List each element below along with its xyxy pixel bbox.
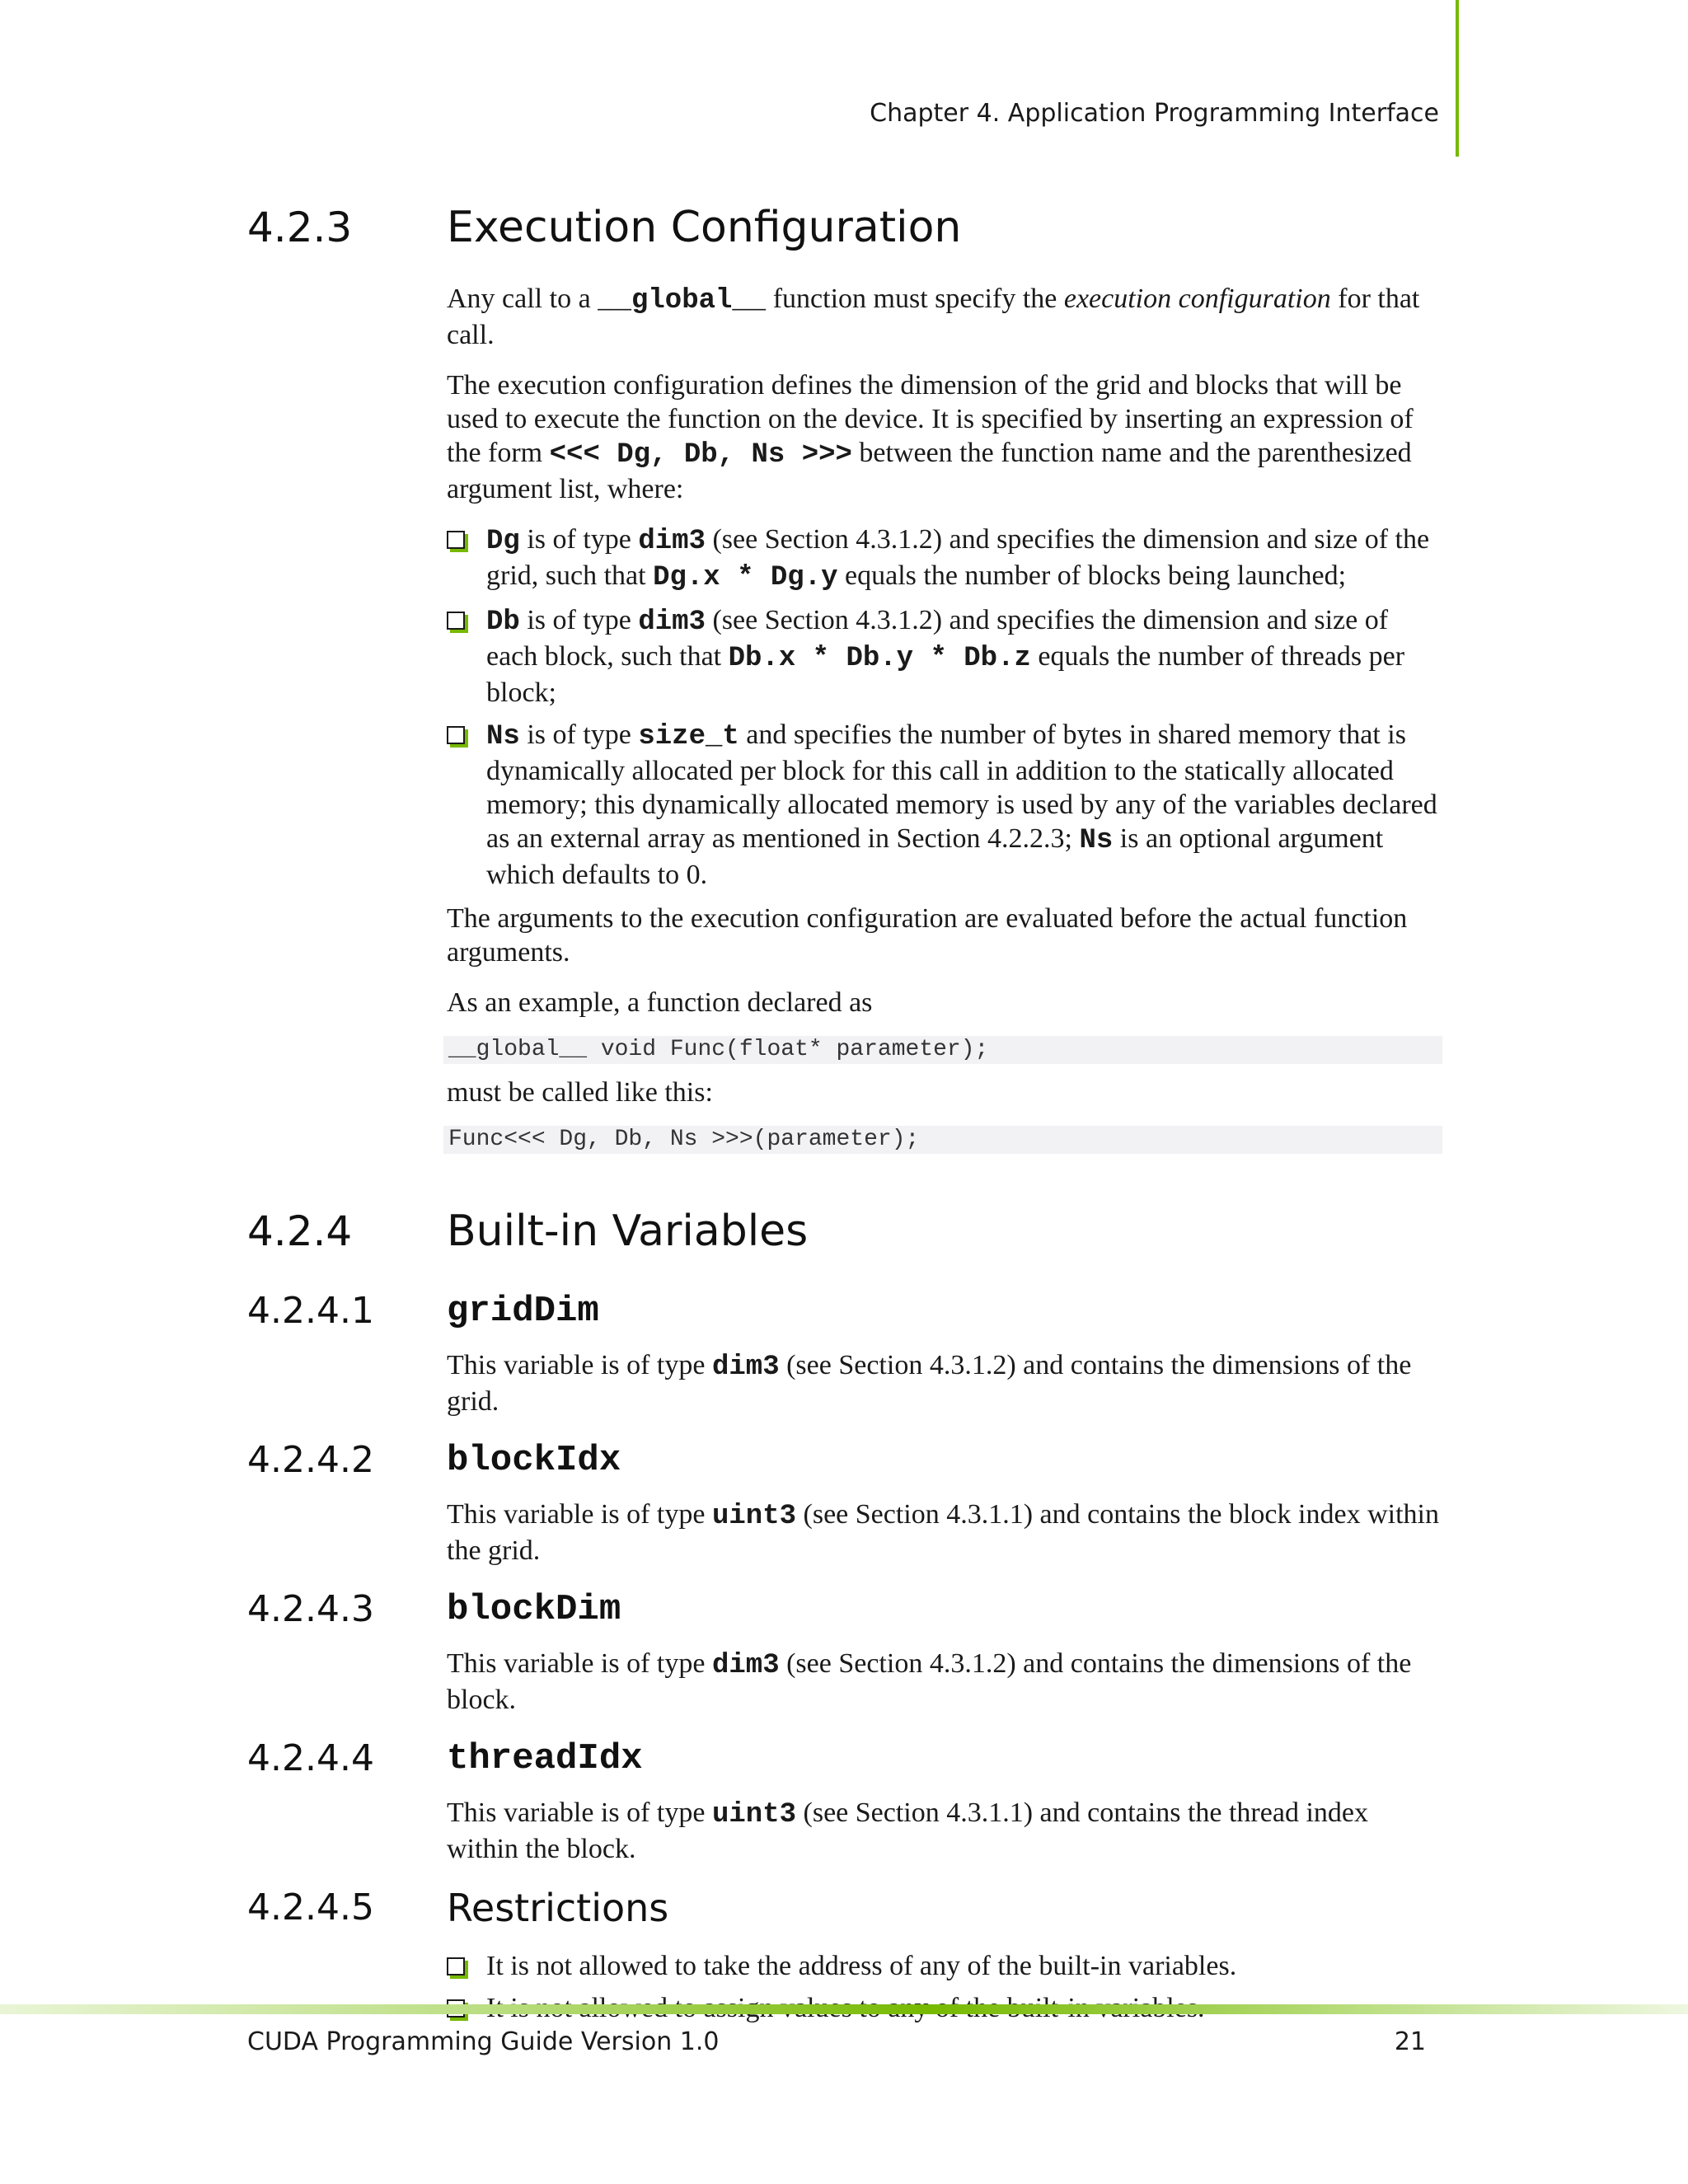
paragraph: This variable is of type dim3 (see Section 4.3.1.2) and contains the dimensions of the grid. <box>447 1350 1412 1417</box>
emphasis: execution configuration <box>1063 284 1331 314</box>
paragraph: The arguments to the execution configuration are evaluated before the actual function arguments. <box>447 903 1408 968</box>
subsection-body <box>447 1647 1444 1717</box>
paragraph: This variable is of type uint3 (see Section 4.3.1.1) and contains the thread index within the block. <box>447 1797 1368 1864</box>
list-item: It is not allowed to take the address of any of the built-in variables. <box>447 1949 1444 1983</box>
paragraph: This variable is of type uint3 (see Section 4.3.1.1) and contains the block index within the grid. <box>447 1499 1439 1566</box>
inline-code: <<< Dg, Db, Ns >>> <box>549 439 852 471</box>
footer-accent-band <box>0 2004 1688 2014</box>
page-content <box>247 198 1451 2035</box>
code-block: Func<<< Dg, Db, Ns >>>(parameter); <box>443 1126 1442 1154</box>
header-accent-line <box>1456 0 1459 157</box>
list-item: Db is of type dim3 (see Section 4.3.1.2) and specifies the dimension and size of each block, such that Db.x * Db.y * Db.z equals the number of threads per block; <box>447 603 1444 710</box>
section-title: Execution Configuration <box>447 203 962 252</box>
running-header: Chapter 4. Application Programming Interface <box>870 99 1439 128</box>
list-item: Ns is of type size_t and specifies the number of bytes in shared memory that is dynamically allocated per block for this call in addition to the statically allocated memory; this dynamically allocated memory is used by any of the variables declared as an external array as mentioned in Section 4.2.2.3; Ns is an optional argument which defaults to 0. <box>447 718 1444 892</box>
checkbox-bullet-icon <box>447 1957 465 1975</box>
paragraph: This variable is of type dim3 (see Section 4.3.1.2) and contains the dimensions of the block. <box>447 1648 1412 1715</box>
subsection-body <box>447 1497 1444 1568</box>
checkbox-bullet-icon <box>447 612 465 630</box>
checkbox-bullet-icon <box>447 531 465 549</box>
list-item: Dg is of type dim3 (see Section 4.3.1.2) and specifies the dimension and size of the grid, such that Dg.x * Dg.y equals the number of blocks being launched; <box>447 523 1444 595</box>
code-block: __global__ void Func(float* parameter); <box>443 1036 1442 1064</box>
subsection-heading: 4.2.4.3 blockDim <box>247 1588 621 1630</box>
section-number: 4.2.3 <box>247 204 353 251</box>
subsection-heading: 4.2.4.4 threadIdx <box>247 1737 643 1779</box>
subsection-body <box>447 1348 1444 1418</box>
paragraph: must be called like this: <box>447 1077 713 1108</box>
subsection-heading: 4.2.4.2 blockIdx <box>247 1439 621 1481</box>
section-4-2-3-heading <box>247 198 1451 265</box>
inline-code: __global__ <box>598 285 767 316</box>
section-title: Built-in Variables <box>447 1207 809 1256</box>
paragraph: Any call to a __global__ function must specify the execution configuration for that call. <box>447 284 1420 350</box>
subsection-body <box>447 1796 1444 1866</box>
section-4-2-4-heading <box>247 1202 1451 1269</box>
subsection-heading: 4.2.4.1 gridDim <box>247 1290 599 1332</box>
section-4-2-3-body <box>447 282 1444 1154</box>
paragraph: The execution configuration defines the dimension of the grid and blocks that will be used to execute the function on the device. It is specified by inserting an expression of the form <<< Dg, Db, Ns >>> between the function name and the parenthesized argument list, where: <box>447 370 1414 504</box>
section-number: 4.2.4 <box>247 1207 353 1255</box>
subsection-heading: 4.2.4.5 Restrictions <box>247 1886 669 1930</box>
checkbox-bullet-icon <box>447 726 465 744</box>
paragraph: As an example, a function declared as <box>447 987 873 1018</box>
page-number: 21 <box>1394 2027 1426 2056</box>
bullet-list <box>447 523 1444 892</box>
footer-document-title: CUDA Programming Guide Version 1.0 <box>247 2027 720 2056</box>
